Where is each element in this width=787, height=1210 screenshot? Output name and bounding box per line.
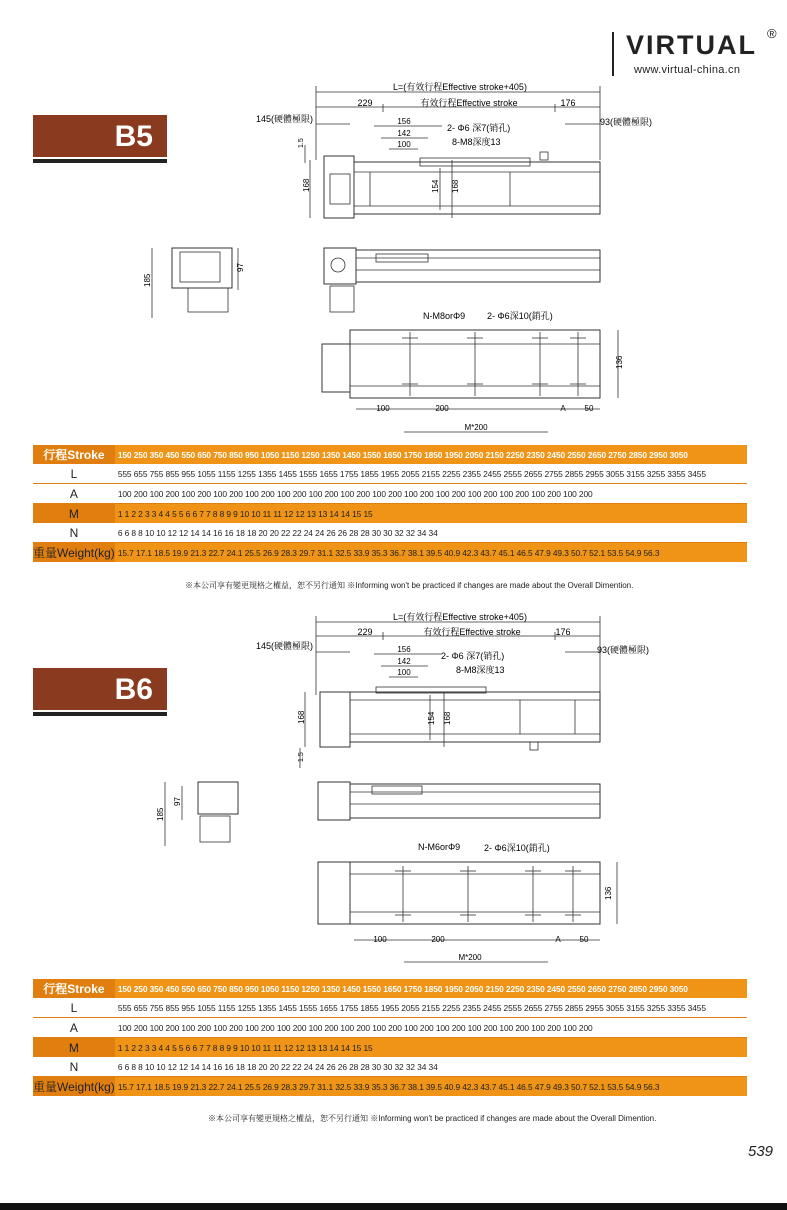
- dim-136: 136: [615, 355, 624, 369]
- table-row: [33, 998, 747, 1018]
- table-row: [33, 979, 747, 998]
- table-row: [33, 504, 747, 524]
- dim-bA: A: [555, 935, 561, 944]
- dim-168: 168: [302, 178, 311, 192]
- dim-100: 100: [397, 140, 411, 149]
- row-values: 100 200 100 200 100 200 100 200 100 200 100 200 100 200 100 200 100 200 100 200 100 200 100 200 100 200 100 200 100 200: [117, 488, 593, 499]
- row-label: N: [69, 1059, 79, 1074]
- dim-142: 142: [397, 657, 411, 666]
- dim-left-limit: 145(硬體極限): [256, 641, 314, 651]
- dim-b50: 50: [584, 404, 594, 413]
- table-row: [33, 543, 747, 563]
- table-row: [33, 1018, 747, 1038]
- dim-left-limit: 145(硬體極限): [256, 114, 314, 124]
- table-row: [33, 1038, 747, 1058]
- bottom-holes-note: N-M6orΦ9: [418, 842, 461, 852]
- dim-97: 97: [173, 797, 182, 806]
- row-values: 150 250 350 450 550 650 750 850 950 1050 1150 1250 1350 1450 1550 1650 1750 1850 1950 2050 2150 2250 2350 2450 2550 2650 2750 2850 2950 3050: [115, 445, 747, 464]
- row-values: 1 1 2 2 3 3 4 4 5 5 6 6 7 7 8 8 9 9 10 10 11 11 12 12 13 13 14 14 15 15: [115, 504, 747, 524]
- dim-168b: 168: [443, 711, 452, 725]
- dim-left-len: 229: [357, 98, 373, 108]
- registered-mark: ®: [767, 26, 777, 41]
- dim-1-5: 1.5: [298, 752, 305, 762]
- model-label: B5: [114, 120, 153, 153]
- table-row: [33, 523, 747, 543]
- row-label: M: [33, 504, 115, 524]
- row-values: 6 6 8 8 10 10 12 12 14 14 16 16 18 18 20 20 22 22 24 24 26 26 28 28 30 30 32 32 34 34: [117, 1061, 438, 1072]
- row-label: M: [33, 1038, 115, 1058]
- dim-b100: 100: [376, 404, 390, 413]
- row-values: 1 1 2 2 3 3 4 4 5 5 6 6 7 7 8 8 9 9 10 10 11 11 12 12 13 13 14 14 15 15: [115, 1038, 747, 1058]
- change-notice: ※本公司享有變更規格之權益，恕不另行通知 ※Informing won't be practiced if changes are made about the Overall Dimention.: [208, 1114, 657, 1123]
- bottom-pins-note: 2- Φ6深10(銷孔): [487, 311, 553, 321]
- dim-b200: 200: [435, 404, 449, 413]
- dim-right-len: 176: [560, 98, 576, 108]
- dim-185: 185: [156, 807, 165, 821]
- row-values: 15.7 17.1 18.5 19.9 21.3 22.7 24.1 25.5 26.9 28.3 29.7 31.1 32.5 33.9 35.3 36.7 38.1 39.5 40.9 42.3 43.7 45.1 46.5 47.9 49.3 50.7 52.1 53.5 54.9 56.3: [115, 1077, 747, 1097]
- row-label: A: [69, 486, 78, 501]
- row-label: L: [70, 1000, 78, 1015]
- table-row: [33, 1077, 747, 1097]
- bottom-holes-note: N-M8orΦ9: [423, 311, 466, 321]
- dim-right-len: 176: [555, 627, 571, 637]
- page-number: 539: [748, 1143, 774, 1160]
- table-row: [33, 1057, 747, 1077]
- dim-overall: L=(有效行程Effective stroke+405): [393, 82, 527, 92]
- dim-168: 168: [297, 710, 306, 724]
- row-values: 555 655 755 855 955 1055 1155 1255 1355 1455 1555 1655 1755 1855 1955 2055 2155 2255 2355 2455 2555 2655 2755 2855 2955 3055 3155 3255 3355 3455: [117, 1002, 706, 1013]
- spec-table-b6: [33, 979, 747, 1096]
- row-values: 100 200 100 200 100 200 100 200 100 200 100 200 100 200 100 200 100 200 100 200 100 200 100 200 100 200 100 200 100 200: [117, 1022, 593, 1033]
- brand-url: www.virtual-china.cn: [634, 64, 741, 76]
- b5-drawings: [0, 0, 787, 440]
- table-row: [33, 445, 747, 464]
- dim-142: 142: [397, 129, 411, 138]
- dim-185: 185: [143, 273, 152, 287]
- row-label: 重量Weight(kg): [33, 1077, 115, 1097]
- bottom-pins-note: 2- Φ6深10(銷孔): [484, 843, 550, 853]
- model-label: B6: [114, 673, 153, 706]
- dim-bM: M*200: [464, 423, 488, 432]
- table-row: [33, 464, 747, 484]
- row-label: 重量Weight(kg): [33, 543, 115, 563]
- row-values: 150 250 350 450 550 650 750 850 950 1050 1150 1250 1350 1450 1550 1650 1750 1850 1950 2050 2150 2250 2350 2450 2550 2650 2750 2850 2950 3050: [115, 979, 747, 998]
- dim-1-5: 1.5: [298, 138, 305, 148]
- dim-97: 97: [236, 263, 245, 272]
- row-values: 555 655 755 855 955 1055 1155 1255 1355 1455 1555 1655 1755 1855 1955 2055 2155 2255 2355 2455 2555 2655 2755 2855 2955 3055 3155 3255 3355 3455: [117, 468, 706, 479]
- b6-drawings: [0, 600, 787, 975]
- dim-bA: A: [560, 404, 566, 413]
- tap-hole-note: 8-M8深度13: [456, 665, 505, 675]
- dim-left-len: 229: [357, 627, 373, 637]
- dim-bM: M*200: [458, 953, 482, 962]
- dim-effective: 有效行程Effective stroke: [420, 98, 518, 108]
- row-label: N: [69, 525, 79, 540]
- dim-right-limit: 93(硬體極限): [597, 645, 650, 655]
- dim-154: 154: [427, 711, 436, 725]
- row-values: 15.7 17.1 18.5 19.9 21.3 22.7 24.1 25.5 26.9 28.3 29.7 31.1 32.5 33.9 35.3 36.7 38.1 39.5 40.9 42.3 43.7 45.1 46.5 47.9 49.3 50.7 52.1 53.5 54.9 56.3: [115, 543, 747, 563]
- dim-154: 154: [431, 179, 440, 193]
- dim-156: 156: [397, 117, 411, 126]
- row-label: L: [70, 466, 78, 481]
- dim-100: 100: [397, 668, 411, 677]
- dim-b200: 200: [431, 935, 445, 944]
- dim-right-limit: 93(硬體極限): [600, 117, 653, 127]
- dim-156: 156: [397, 645, 411, 654]
- row-label: A: [69, 1020, 78, 1035]
- tap-hole-note: 8-M8深度13: [452, 137, 501, 147]
- row-label: 行程Stroke: [33, 979, 115, 998]
- change-notice: ※本公司享有變更規格之權益，恕不另行通知 ※Informing won't be practiced if changes are made about the Overall Dimention.: [185, 581, 634, 590]
- pin-hole-note: 2- Φ6 深7(销孔): [447, 123, 511, 133]
- table-row: [33, 484, 747, 504]
- pin-hole-note: 2- Φ6 深7(销孔): [441, 651, 505, 661]
- dim-168b: 168: [451, 179, 460, 193]
- dim-136: 136: [604, 886, 613, 900]
- spec-table-b5: [33, 445, 747, 562]
- bottom-bar: [0, 1203, 787, 1210]
- dim-b100: 100: [373, 935, 387, 944]
- dim-effective: 有效行程Effective stroke: [423, 627, 521, 637]
- brand-name: VIRTUAL: [626, 30, 757, 60]
- dim-overall: L=(有效行程Effective stroke+405): [393, 612, 527, 622]
- dim-b50: 50: [579, 935, 589, 944]
- row-values: 6 6 8 8 10 10 12 12 14 14 16 16 18 18 20 20 22 22 24 24 26 26 28 28 30 30 32 32 34 34: [117, 527, 438, 538]
- row-label: 行程Stroke: [33, 445, 115, 464]
